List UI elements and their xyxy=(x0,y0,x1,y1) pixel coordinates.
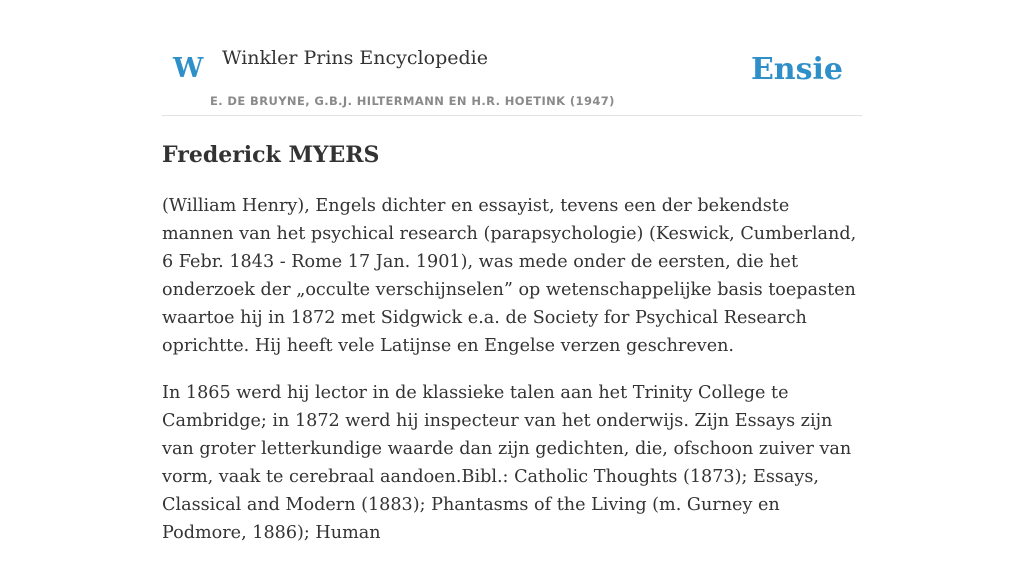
article-paragraph: In 1865 werd hij lector in de klassieke talen aan het Trinity College te Cambridge; in 1872 werd hij inspecteur van het onderwijs. Zijn Essays zijn van groter letterkundige waarde dan zijn gedichten, die, ofschoon zuiver van vorm, vaak te cerebraal aandoen.Bibl.: Catholic Thoughts (1873); Essays, Classical and Modern (1883); Phantasms of the Living (m. Gurney en Podmore, 1886); Human xyxy=(162,383,852,543)
site-header xyxy=(162,0,862,116)
publication-title[interactable]: Winkler Prins Encyclopedie xyxy=(222,47,488,69)
publication-authors: E. DE BRUYNE, G.B.J. HILTERMANN EN H.R. HOETINK (1947) xyxy=(210,94,615,108)
article-title: Frederick MYERS xyxy=(162,142,380,168)
article-body xyxy=(162,192,862,566)
page-container xyxy=(162,0,862,543)
ensie-brand-logo[interactable]: Ensie xyxy=(750,52,843,87)
publication-logo[interactable]: W xyxy=(173,53,204,84)
article-paragraph: (William Henry), Engels dichter en essayist, tevens een der bekendste mannen van het psychical research (parapsychologie) (Keswick, Cumberland, 6 Febr. 1843 - Rome 17 Jan. 1901), was mede onder de eersten, die het onderzoek der „occulte verschijnselen” op wetenschappelijke basis toepasten waartoe hij in 1872 met Sidgwick e.a. de Society for Psychical Research oprichtte. Hij heeft vele Latijnse en Engelse verzen geschreven. xyxy=(162,196,857,356)
